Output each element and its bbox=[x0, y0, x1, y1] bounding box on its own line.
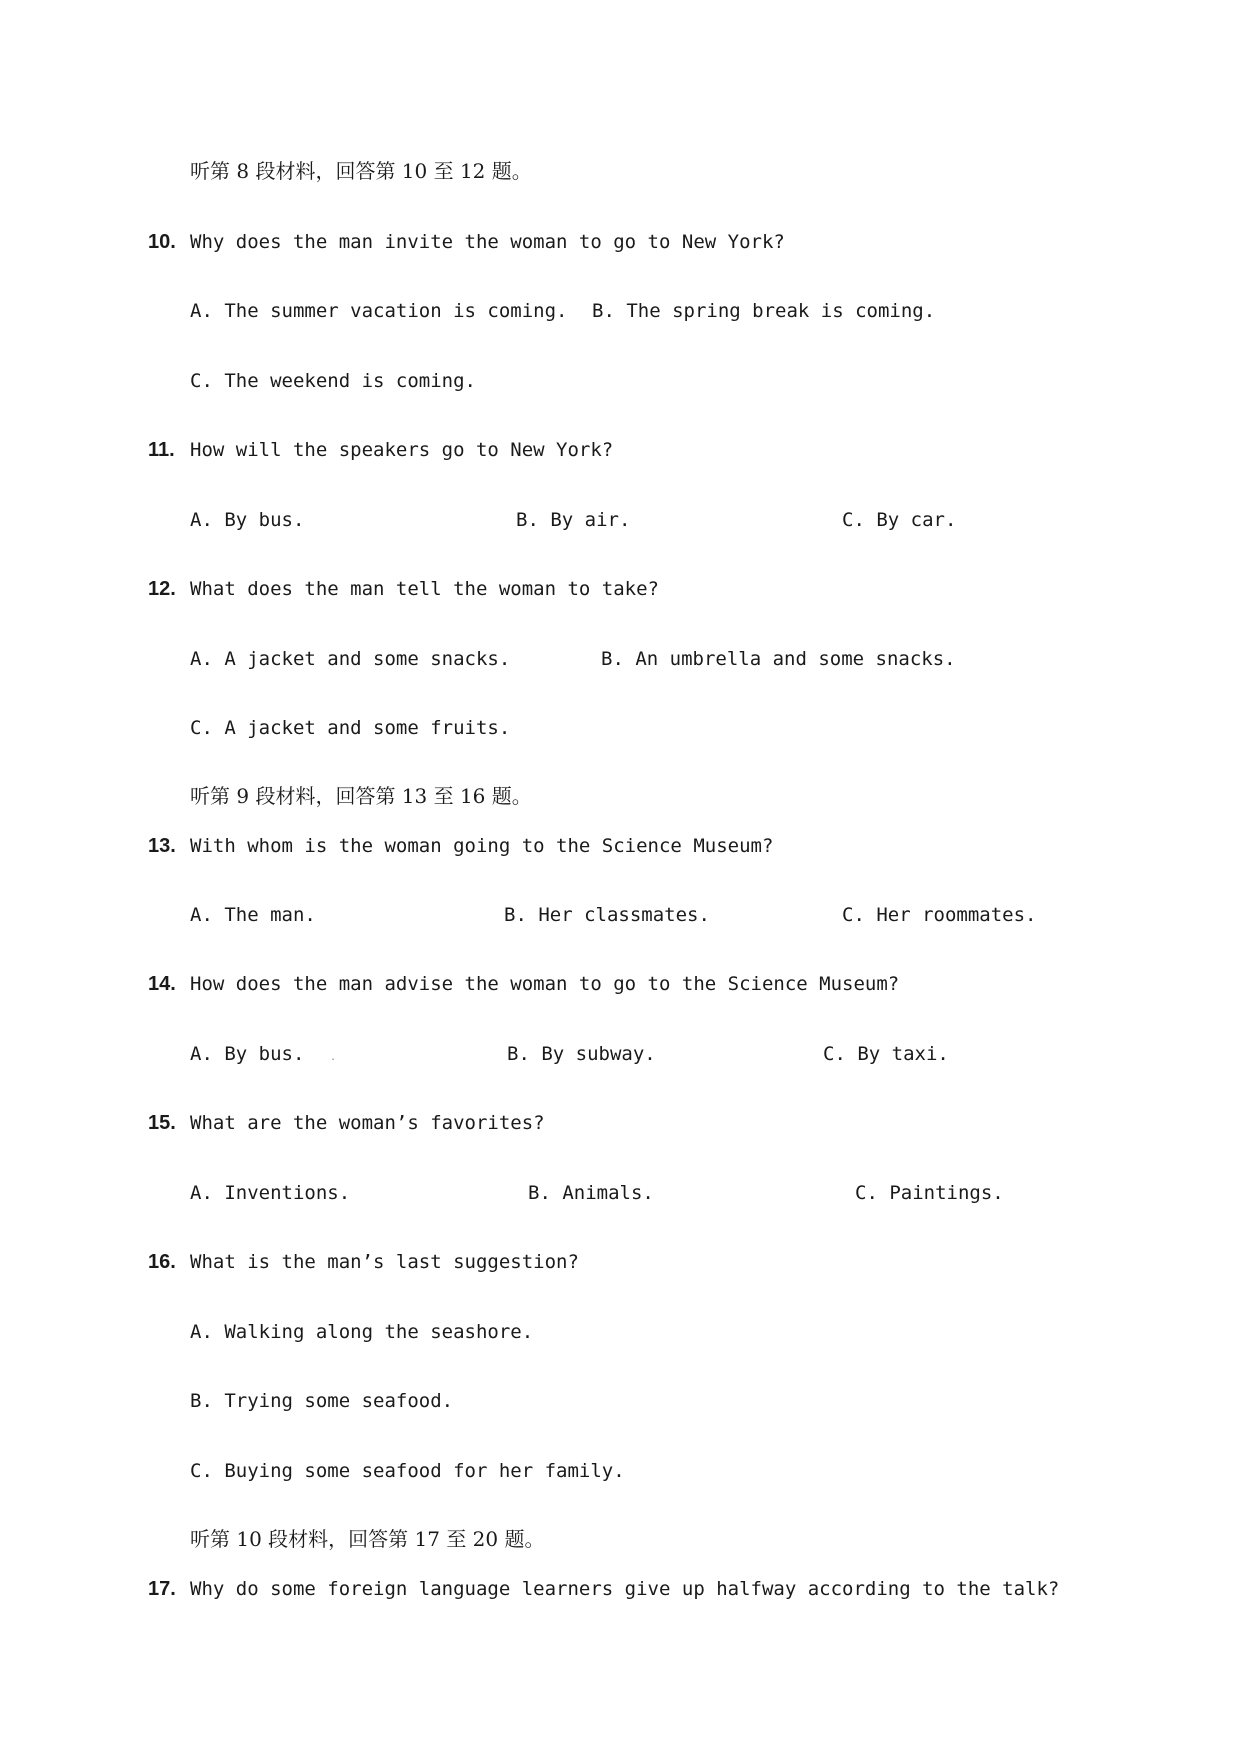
section-header-8: 听第 8 段材料，回答第 10 至 12 题。 bbox=[190, 159, 532, 183]
question-number: 12. bbox=[148, 578, 176, 600]
question-text: How will the speakers go to New York? bbox=[190, 439, 614, 461]
question-number: 17. bbox=[148, 1578, 176, 1600]
question-text: Why do some foreign language learners give up halfway according to the talk? bbox=[190, 1578, 1060, 1600]
option-a: A. The man. bbox=[190, 904, 316, 926]
option-c: C. A jacket and some fruits. bbox=[190, 717, 511, 739]
option-a: A. By bus. bbox=[190, 509, 305, 531]
section-header-9: 听第 9 段材料，回答第 13 至 16 题。 bbox=[190, 784, 532, 808]
option-a: A. By bus. bbox=[190, 1043, 305, 1065]
question-number: 16. bbox=[148, 1251, 176, 1273]
stray-mark: . bbox=[330, 1052, 337, 1063]
option-a: A. Inventions. bbox=[190, 1182, 351, 1204]
section-header-10: 听第 10 段材料，回答第 17 至 20 题。 bbox=[190, 1527, 545, 1551]
option-b: B. By subway. bbox=[507, 1043, 656, 1065]
option-c: C. Her roommates. bbox=[842, 904, 1037, 926]
option-c: C. Paintings. bbox=[855, 1182, 1004, 1204]
option-c: C. Buying some seafood for her family. bbox=[190, 1460, 625, 1482]
option-c: C. By taxi. bbox=[823, 1043, 949, 1065]
question-text: What are the woman’s favorites? bbox=[190, 1112, 545, 1134]
question-number: 14. bbox=[148, 973, 176, 995]
question-text: Why does the man invite the woman to go to New York? bbox=[190, 231, 785, 253]
question-number: 11. bbox=[148, 439, 175, 461]
option-c: C. By car. bbox=[842, 509, 957, 531]
option-a: A. Walking along the seashore. bbox=[190, 1321, 534, 1343]
option-b: B. An umbrella and some snacks. bbox=[601, 648, 956, 670]
option-a: A. A jacket and some snacks. bbox=[190, 648, 511, 670]
option-c: C. The weekend is coming. bbox=[190, 370, 476, 392]
option-b: B. The spring break is coming. bbox=[592, 300, 936, 322]
option-b: B. Trying some seafood. bbox=[190, 1390, 454, 1412]
option-b: B. Her classmates. bbox=[504, 904, 710, 926]
question-number: 10. bbox=[148, 231, 176, 253]
question-text: With whom is the woman going to the Science Museum? bbox=[190, 835, 774, 857]
option-b: B. Animals. bbox=[528, 1182, 654, 1204]
option-a: A. The summer vacation is coming. bbox=[190, 300, 568, 322]
question-text: What is the man’s last suggestion? bbox=[190, 1251, 579, 1273]
question-number: 13. bbox=[148, 835, 176, 857]
question-text: How does the man advise the woman to go to the Science Museum? bbox=[190, 973, 900, 995]
option-b: B. By air. bbox=[516, 509, 631, 531]
question-text: What does the man tell the woman to take? bbox=[190, 578, 659, 600]
question-number: 15. bbox=[148, 1112, 176, 1134]
